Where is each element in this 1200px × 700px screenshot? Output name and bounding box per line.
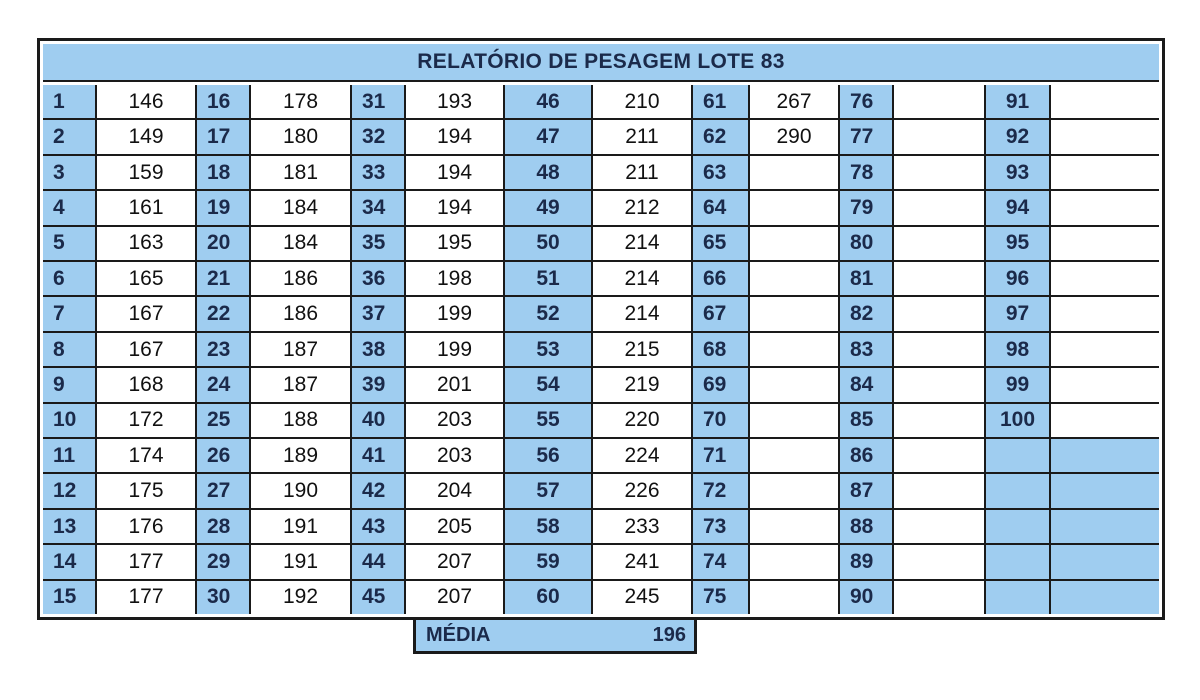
weight-cell: [894, 227, 986, 262]
animal-number-cell: 95: [986, 227, 1051, 262]
weight-cell: [750, 510, 840, 545]
animal-number-cell: 90: [840, 581, 894, 614]
weight-cell: 207: [406, 581, 505, 614]
weight-cell: [1051, 333, 1159, 368]
animal-number-cell: 28: [197, 510, 251, 545]
animal-number-cell: 55: [505, 404, 593, 439]
weight-cell: 267: [750, 85, 840, 120]
animal-number-cell: 19: [197, 191, 251, 226]
animal-number-cell: 57: [505, 474, 593, 509]
weight-cell: [894, 439, 986, 474]
weight-cell: 187: [251, 368, 352, 403]
weight-cell: 194: [406, 191, 505, 226]
weight-cell: [894, 85, 986, 120]
weight-cell: 163: [97, 227, 197, 262]
weight-cell: 199: [406, 297, 505, 332]
animal-number-cell: 15: [43, 581, 97, 614]
animal-number-cell: 14: [43, 545, 97, 580]
animal-number-cell: 83: [840, 333, 894, 368]
weight-cell: 245: [593, 581, 693, 614]
weight-cell: [894, 545, 986, 580]
animal-number-cell: 11: [43, 439, 97, 474]
weight-cell: 149: [97, 120, 197, 155]
animal-number-cell: 23: [197, 333, 251, 368]
animal-number-cell: 88: [840, 510, 894, 545]
animal-number-cell: 34: [352, 191, 406, 226]
weight-cell: 191: [251, 510, 352, 545]
weight-cell: 167: [97, 297, 197, 332]
weight-cell: 195: [406, 227, 505, 262]
animal-number-cell: 56: [505, 439, 593, 474]
weight-cell: [1051, 227, 1159, 262]
weighing-report-table: [37, 38, 1165, 620]
animal-number-cell: 13: [43, 510, 97, 545]
weight-cell: 203: [406, 439, 505, 474]
weight-cell: 214: [593, 297, 693, 332]
animal-number-cell: 3: [43, 156, 97, 191]
index-column: [986, 85, 1051, 614]
animal-number-cell: 42: [352, 474, 406, 509]
animal-number-cell: 7: [43, 297, 97, 332]
weight-cell: [894, 510, 986, 545]
weight-cell: 205: [406, 510, 505, 545]
animal-number-cell: 50: [505, 227, 593, 262]
animal-number-cell: 91: [986, 85, 1051, 120]
weight-cell: 186: [251, 262, 352, 297]
animal-number-cell: 76: [840, 85, 894, 120]
weight-cell: 219: [593, 368, 693, 403]
weight-cell: 211: [593, 120, 693, 155]
animal-number-cell: 48: [505, 156, 593, 191]
weight-cell: [750, 404, 840, 439]
weight-cell: [750, 545, 840, 580]
weight-cell: 207: [406, 545, 505, 580]
weight-cell: 214: [593, 262, 693, 297]
weight-cell: [894, 297, 986, 332]
weight-cell: 192: [251, 581, 352, 614]
animal-number-cell: 46: [505, 85, 593, 120]
animal-number-cell: 2: [43, 120, 97, 155]
animal-number-cell: 67: [693, 297, 750, 332]
weight-cell: [894, 474, 986, 509]
weight-cell: 167: [97, 333, 197, 368]
weight-cell: 186: [251, 297, 352, 332]
animal-number-cell: 66: [693, 262, 750, 297]
weight-cell: [894, 191, 986, 226]
weight-cell: [1051, 510, 1159, 545]
weight-cell: 191: [251, 545, 352, 580]
animal-number-cell: 20: [197, 227, 251, 262]
animal-number-cell: [986, 439, 1051, 474]
weight-column: [894, 85, 986, 614]
weight-column: [251, 85, 352, 614]
animal-number-cell: 16: [197, 85, 251, 120]
weight-cell: 210: [593, 85, 693, 120]
animal-number-cell: 17: [197, 120, 251, 155]
weight-cell: [894, 156, 986, 191]
weight-cell: 199: [406, 333, 505, 368]
animal-number-cell: 39: [352, 368, 406, 403]
animal-number-cell: 92: [986, 120, 1051, 155]
animal-number-cell: 59: [505, 545, 593, 580]
animal-number-cell: 49: [505, 191, 593, 226]
animal-number-cell: 12: [43, 474, 97, 509]
animal-number-cell: 62: [693, 120, 750, 155]
animal-number-cell: 47: [505, 120, 593, 155]
weight-cell: 220: [593, 404, 693, 439]
average-row: [413, 620, 697, 654]
weight-column: [97, 85, 197, 614]
weight-cell: [894, 262, 986, 297]
animal-number-cell: 22: [197, 297, 251, 332]
weight-cell: 226: [593, 474, 693, 509]
weight-cell: [750, 156, 840, 191]
weight-cell: [1051, 85, 1159, 120]
weight-cell: 193: [406, 85, 505, 120]
animal-number-cell: 63: [693, 156, 750, 191]
animal-number-cell: 31: [352, 85, 406, 120]
animal-number-cell: 44: [352, 545, 406, 580]
weight-cell: 180: [251, 120, 352, 155]
animal-number-cell: 52: [505, 297, 593, 332]
weight-cell: [750, 297, 840, 332]
weight-cell: 177: [97, 581, 197, 614]
animal-number-cell: 38: [352, 333, 406, 368]
weight-cell: [750, 262, 840, 297]
animal-number-cell: 80: [840, 227, 894, 262]
animal-number-cell: 18: [197, 156, 251, 191]
animal-number-cell: 84: [840, 368, 894, 403]
animal-number-cell: 64: [693, 191, 750, 226]
weight-cell: [750, 333, 840, 368]
weight-cell: 290: [750, 120, 840, 155]
weight-cell: 187: [251, 333, 352, 368]
animal-number-cell: 6: [43, 262, 97, 297]
animal-number-cell: 53: [505, 333, 593, 368]
animal-number-cell: 29: [197, 545, 251, 580]
weight-cell: 181: [251, 156, 352, 191]
average-value: 196: [652, 624, 686, 646]
index-column: [197, 85, 251, 614]
weight-cell: [1051, 262, 1159, 297]
weight-cell: 215: [593, 333, 693, 368]
weight-cell: [894, 333, 986, 368]
weight-cell: [1051, 439, 1159, 474]
weight-cell: 211: [593, 156, 693, 191]
weight-cell: [1051, 191, 1159, 226]
weight-cell: 241: [593, 545, 693, 580]
weight-cell: 168: [97, 368, 197, 403]
animal-number-cell: 45: [352, 581, 406, 614]
weights-grid: [43, 85, 1159, 614]
animal-number-cell: 24: [197, 368, 251, 403]
weight-cell: [1051, 297, 1159, 332]
animal-number-cell: 35: [352, 227, 406, 262]
weight-cell: [750, 227, 840, 262]
weight-cell: 161: [97, 191, 197, 226]
animal-number-cell: [986, 474, 1051, 509]
animal-number-cell: 93: [986, 156, 1051, 191]
animal-number-cell: 51: [505, 262, 593, 297]
weight-cell: 194: [406, 156, 505, 191]
weight-cell: 184: [251, 227, 352, 262]
animal-number-cell: 25: [197, 404, 251, 439]
weight-cell: 212: [593, 191, 693, 226]
index-column: [840, 85, 894, 614]
animal-number-cell: 37: [352, 297, 406, 332]
animal-number-cell: 58: [505, 510, 593, 545]
animal-number-cell: 96: [986, 262, 1051, 297]
weight-cell: [750, 368, 840, 403]
animal-number-cell: 71: [693, 439, 750, 474]
weight-cell: [1051, 545, 1159, 580]
animal-number-cell: 8: [43, 333, 97, 368]
animal-number-cell: 26: [197, 439, 251, 474]
animal-number-cell: 69: [693, 368, 750, 403]
animal-number-cell: 32: [352, 120, 406, 155]
weight-cell: 224: [593, 439, 693, 474]
average-label: MÉDIA: [426, 624, 491, 646]
animal-number-cell: 10: [43, 404, 97, 439]
report-title: RELATÓRIO DE PESAGEM LOTE 83: [43, 44, 1159, 82]
weight-cell: 174: [97, 439, 197, 474]
animal-number-cell: 61: [693, 85, 750, 120]
weight-cell: 198: [406, 262, 505, 297]
weight-cell: 176: [97, 510, 197, 545]
weight-cell: 165: [97, 262, 197, 297]
index-column: [352, 85, 406, 614]
animal-number-cell: 21: [197, 262, 251, 297]
animal-number-cell: 99: [986, 368, 1051, 403]
animal-number-cell: 85: [840, 404, 894, 439]
weight-cell: [894, 368, 986, 403]
weight-cell: 178: [251, 85, 352, 120]
animal-number-cell: 9: [43, 368, 97, 403]
weight-cell: [1051, 368, 1159, 403]
animal-number-cell: 4: [43, 191, 97, 226]
index-column: [43, 85, 97, 614]
animal-number-cell: 72: [693, 474, 750, 509]
weight-column: [750, 85, 840, 614]
animal-number-cell: 98: [986, 333, 1051, 368]
weight-column: [406, 85, 505, 614]
animal-number-cell: 100: [986, 404, 1051, 439]
weight-cell: 177: [97, 545, 197, 580]
animal-number-cell: 60: [505, 581, 593, 614]
animal-number-cell: 68: [693, 333, 750, 368]
animal-number-cell: 94: [986, 191, 1051, 226]
weight-cell: [750, 474, 840, 509]
animal-number-cell: 74: [693, 545, 750, 580]
animal-number-cell: 87: [840, 474, 894, 509]
animal-number-cell: 82: [840, 297, 894, 332]
weight-cell: [750, 191, 840, 226]
animal-number-cell: 86: [840, 439, 894, 474]
animal-number-cell: 89: [840, 545, 894, 580]
animal-number-cell: 97: [986, 297, 1051, 332]
weight-cell: 146: [97, 85, 197, 120]
weight-cell: 159: [97, 156, 197, 191]
weight-cell: 203: [406, 404, 505, 439]
animal-number-cell: 78: [840, 156, 894, 191]
weight-cell: [750, 439, 840, 474]
animal-number-cell: 79: [840, 191, 894, 226]
weight-cell: 184: [251, 191, 352, 226]
animal-number-cell: 36: [352, 262, 406, 297]
weight-cell: 189: [251, 439, 352, 474]
weight-cell: [1051, 156, 1159, 191]
weight-cell: 172: [97, 404, 197, 439]
animal-number-cell: 41: [352, 439, 406, 474]
animal-number-cell: 5: [43, 227, 97, 262]
weight-cell: [894, 581, 986, 614]
animal-number-cell: [986, 510, 1051, 545]
weight-column: [1051, 85, 1159, 614]
weight-cell: [750, 581, 840, 614]
weight-cell: [1051, 120, 1159, 155]
animal-number-cell: 30: [197, 581, 251, 614]
weight-cell: [1051, 581, 1159, 614]
weight-cell: 233: [593, 510, 693, 545]
animal-number-cell: 65: [693, 227, 750, 262]
animal-number-cell: 77: [840, 120, 894, 155]
weight-cell: 175: [97, 474, 197, 509]
weight-cell: 201: [406, 368, 505, 403]
weight-cell: 204: [406, 474, 505, 509]
animal-number-cell: 73: [693, 510, 750, 545]
animal-number-cell: 27: [197, 474, 251, 509]
animal-number-cell: 40: [352, 404, 406, 439]
weight-cell: 190: [251, 474, 352, 509]
animal-number-cell: 1: [43, 85, 97, 120]
weight-cell: [1051, 404, 1159, 439]
weight-cell: 194: [406, 120, 505, 155]
index-column: [693, 85, 750, 614]
animal-number-cell: 43: [352, 510, 406, 545]
weight-cell: [1051, 474, 1159, 509]
index-column: [505, 85, 593, 614]
weight-cell: [894, 120, 986, 155]
animal-number-cell: [986, 581, 1051, 614]
weight-cell: 214: [593, 227, 693, 262]
weight-column: [593, 85, 693, 614]
animal-number-cell: 75: [693, 581, 750, 614]
animal-number-cell: [986, 545, 1051, 580]
animal-number-cell: 70: [693, 404, 750, 439]
animal-number-cell: 33: [352, 156, 406, 191]
weight-cell: [894, 404, 986, 439]
animal-number-cell: 54: [505, 368, 593, 403]
weight-cell: 188: [251, 404, 352, 439]
animal-number-cell: 81: [840, 262, 894, 297]
